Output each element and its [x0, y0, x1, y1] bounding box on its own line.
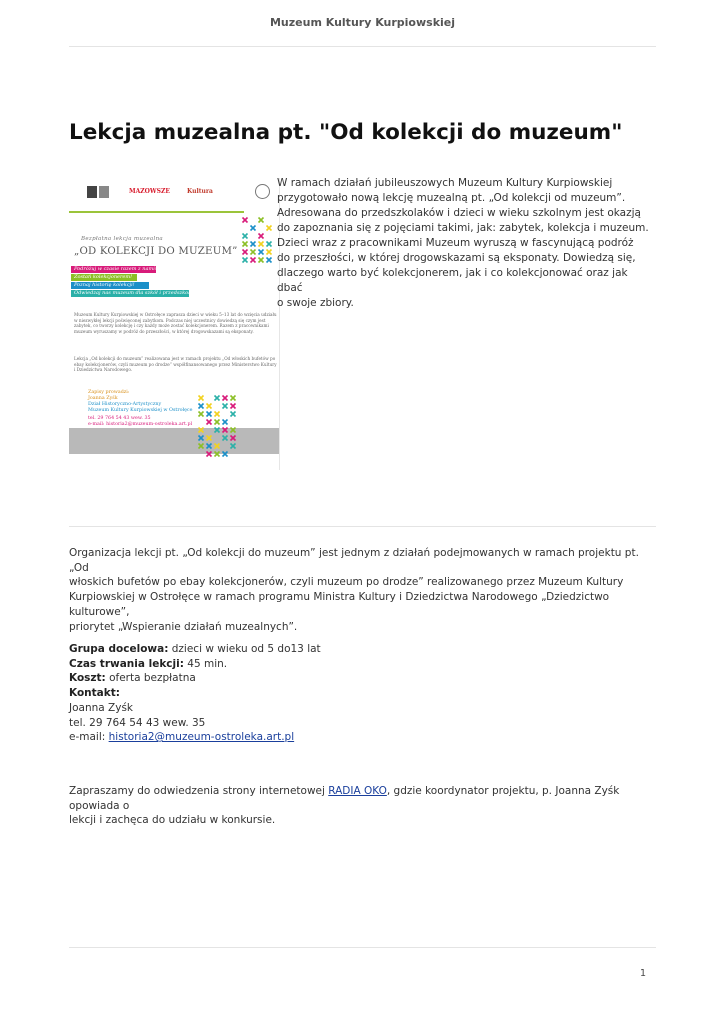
- poster-paragraph-2: Lekcja „Od kolekcji do muzeum” realizowana jest w ramach projektu „Od włoskich bufetów po ebay kolekcjonerów, czyli muzeum po drodze” współfinansowanego przez Ministerstwo Kultury i Dziedzictwa Narodowego.: [74, 356, 277, 373]
- lesson-details: [69, 642, 656, 745]
- poster-cross-mark: [251, 242, 256, 247]
- contact-name: Joanna Zyśk: [69, 701, 133, 714]
- section-divider: [69, 526, 656, 527]
- target-group-value: dzieci w wieku od 5 do13 lat: [168, 643, 321, 655]
- mazowsze-logo: MAZOWSZE: [129, 188, 170, 195]
- footer-divider: [69, 947, 656, 948]
- poster-cross-mark: [251, 250, 256, 255]
- intro-line: o swoje zbiory.: [277, 297, 354, 309]
- poster-contact-line: Joanna Zyśk: [88, 396, 118, 401]
- poster-cross-mark: [243, 250, 248, 255]
- poster-cross-mark: [223, 420, 228, 425]
- radio-oko-link[interactable]: RADIA OKO: [328, 785, 387, 797]
- poster-cross-mark: [199, 412, 204, 417]
- poster-cross-mark: [207, 444, 212, 449]
- poster-cross-mark: [199, 404, 204, 409]
- poster-cross-mark: [199, 436, 204, 441]
- email-link[interactable]: historia2@muzeum-ostroleka.art.pl: [108, 731, 295, 744]
- poster-cross-mark: [259, 242, 264, 247]
- poster-cross-mark: [243, 234, 248, 239]
- invite-text-after: , gdzie koordynator projektu, p. Joanna Zyśk opowiada o: [69, 785, 620, 812]
- poster-cross-mark: [215, 420, 220, 425]
- poster-cross-mark: [223, 428, 228, 433]
- lesson-poster-image: [69, 178, 280, 470]
- poster-cross-mark: [207, 412, 212, 417]
- poster-cross-mark: [215, 452, 220, 457]
- poster-cross-mark: [231, 436, 236, 441]
- poster-cross-mark: [231, 412, 236, 417]
- intro-line: dlaczego warto być kolekcjonerem, jak i co kolekcjonować oraz jak dbać: [277, 267, 628, 294]
- poster-contact-line: Muzeum Kultury Kurpiowskiej w Ostrołęce: [88, 408, 193, 413]
- page-number: 1: [639, 968, 646, 979]
- poster-cross-mark: [215, 444, 220, 449]
- poster-cross-mark: [223, 436, 228, 441]
- intro-line: Dzieci wraz z pracownikami Muzeum wyruszą w fascynującą podróż: [277, 237, 634, 249]
- poster-cross-mark: [259, 218, 264, 223]
- poster-bar-4-text: Odwiedzaj nas muzeum dla szkół i przedszkoli: [74, 290, 192, 296]
- poster-cross-mark: [231, 444, 236, 449]
- poster-cross-mark: [207, 452, 212, 457]
- poster-contact-line: tel. 29 764 54 43 wew. 35: [88, 416, 151, 421]
- cost-row: [69, 671, 656, 686]
- poster-cross-mark: [259, 250, 264, 255]
- poster-cross-mark: [223, 404, 228, 409]
- poster-contact-line: Zapisy prowadzi:: [88, 390, 130, 395]
- invite-text-before: Zapraszamy do odwiedzenia strony internetowej: [69, 785, 329, 797]
- duration-row: [69, 657, 656, 672]
- cost-label: Koszt:: [69, 672, 106, 685]
- intro-line: przygotowało nową lekcję muzealną pt. „Od kolekcji od muzeum”.: [277, 192, 626, 204]
- poster-contact-line: Dział Historyczno-Artystyczny: [88, 402, 162, 407]
- intro-line: Adresowana do przedszkolaków i dzieci w wieku szkolnym jest okazją: [277, 207, 641, 219]
- project-line: Organizacja lekcji pt. „Od kolekcji do muzeum” jest jednym z działań podejmowanych w ramach projektu pt. „Od: [69, 547, 639, 574]
- poster-cross-mark: [259, 258, 264, 263]
- poster-cross-mark: [267, 242, 272, 247]
- poster-title: „OD KOLEKCJI DO MUZEUM”: [74, 246, 238, 257]
- poster-bar-3-text: Poznaj historię kolekcji!: [74, 282, 135, 288]
- poster-cross-mark: [231, 404, 236, 409]
- poster-cross-mark: [215, 396, 220, 401]
- contact-heading-row: [69, 686, 656, 701]
- poster-cross-mark: [267, 226, 272, 231]
- duration-value: 45 min.: [183, 657, 228, 670]
- invite-line: lekcji i zachęca do udziału w konkursie.: [69, 814, 276, 827]
- poster-cross-mark: [251, 226, 256, 231]
- poster-cross-mark: [215, 412, 220, 417]
- poster-cross-mark: [199, 396, 204, 401]
- poster-bar-1-text: Podróżuj w czasie razem z nami!: [74, 266, 157, 272]
- invite-line: [69, 784, 656, 813]
- poster-bar-2-text: Zostań kolekcjonerem!: [74, 274, 133, 280]
- poster-cross-mark: [223, 396, 228, 401]
- kultura-logo: Kultura: [187, 188, 213, 195]
- target-group-row: [69, 642, 656, 657]
- project-line: Kurpiowskiej w Ostrołęce w ramach programu Ministra Kultury i Dziedzictwa Narodowego „Dziedzictwo kulturowe”,: [69, 591, 610, 618]
- contact-label: Kontakt:: [69, 687, 120, 700]
- email-prefix: e-mail:: [69, 731, 109, 744]
- project-line: priorytet „Wspieranie działań muzealnych”.: [69, 620, 298, 633]
- poster-paragraph-1: Muzeum Kultury Kurpiowskiej w Ostrołęce zaprasza dzieci w wieku 5–13 lat do wzięcia udziału w niezwykłej lekcji poświęconej zabytkom. Podczas niej uczestnicy dowiedzą się czym jest zabytek, co tworzy kolekcję i czy każdy może zostać kolekcjonerem. Razem z pracownikami muzeum wyruszamy w podróż do przeszłości, w której drogowskazami są eksponaty.: [74, 312, 277, 334]
- header-divider: [69, 46, 656, 47]
- duration-label: Czas trwania lekcji:: [69, 657, 184, 670]
- poster-cross-mark: [259, 234, 264, 239]
- project-line: włoskich bufetów po ebay kolekcjonerów, czyli muzeum po drodze” realizowanego przez Muzeum Kultury: [69, 576, 624, 589]
- poster-cross-mark: [267, 250, 272, 255]
- contact-phone: tel. 29 764 54 43 wew. 35: [69, 716, 206, 729]
- intro-line: do zapoznania się z pojęciami takimi, jak: zabytek, kolekcja i muzeum.: [277, 222, 649, 234]
- intro-paragraph: [277, 176, 652, 311]
- target-group-label: Grupa docelowa:: [69, 643, 169, 655]
- poster-contact-line: e-mail: historia2@muzeum-ostroleka.art.pl: [88, 422, 193, 427]
- poster-cross-mark: [199, 444, 204, 449]
- poster-cross-pattern: [69, 178, 279, 470]
- poster-subheading: Bezpłatna lekcja muzealna: [81, 236, 163, 242]
- contact-email-row: [69, 730, 656, 745]
- poster-cross-mark: [199, 428, 204, 433]
- poster-cross-mark: [243, 258, 248, 263]
- invite-paragraph: [69, 784, 656, 828]
- cost-value: oferta bezpłatna: [105, 672, 196, 685]
- poster-cross-mark: [231, 428, 236, 433]
- poster-cross-mark: [267, 258, 272, 263]
- poster-cross-mark: [207, 404, 212, 409]
- intro-line: W ramach działań jubileuszowych Muzeum Kultury Kurpiowskiej: [277, 177, 613, 189]
- poster-cross-mark: [251, 258, 256, 263]
- poster-cross-mark: [243, 242, 248, 247]
- page-title: Lekcja muzealna pt. "Od kolekcji do muzeum": [69, 120, 623, 145]
- poster-cross-mark: [207, 420, 212, 425]
- poster-cross-mark: [243, 218, 248, 223]
- poster-cross-mark: [207, 436, 212, 441]
- poster-cross-mark: [231, 396, 236, 401]
- poster-cross-mark: [223, 452, 228, 457]
- site-header-title: Muzeum Kultury Kurpiowskiej: [269, 16, 456, 29]
- poster-cross-mark: [215, 428, 220, 433]
- project-paragraph: [69, 546, 656, 634]
- intro-line: do przeszłości, w której drogowskazami są eksponaty. Dowiedzą się,: [277, 252, 636, 264]
